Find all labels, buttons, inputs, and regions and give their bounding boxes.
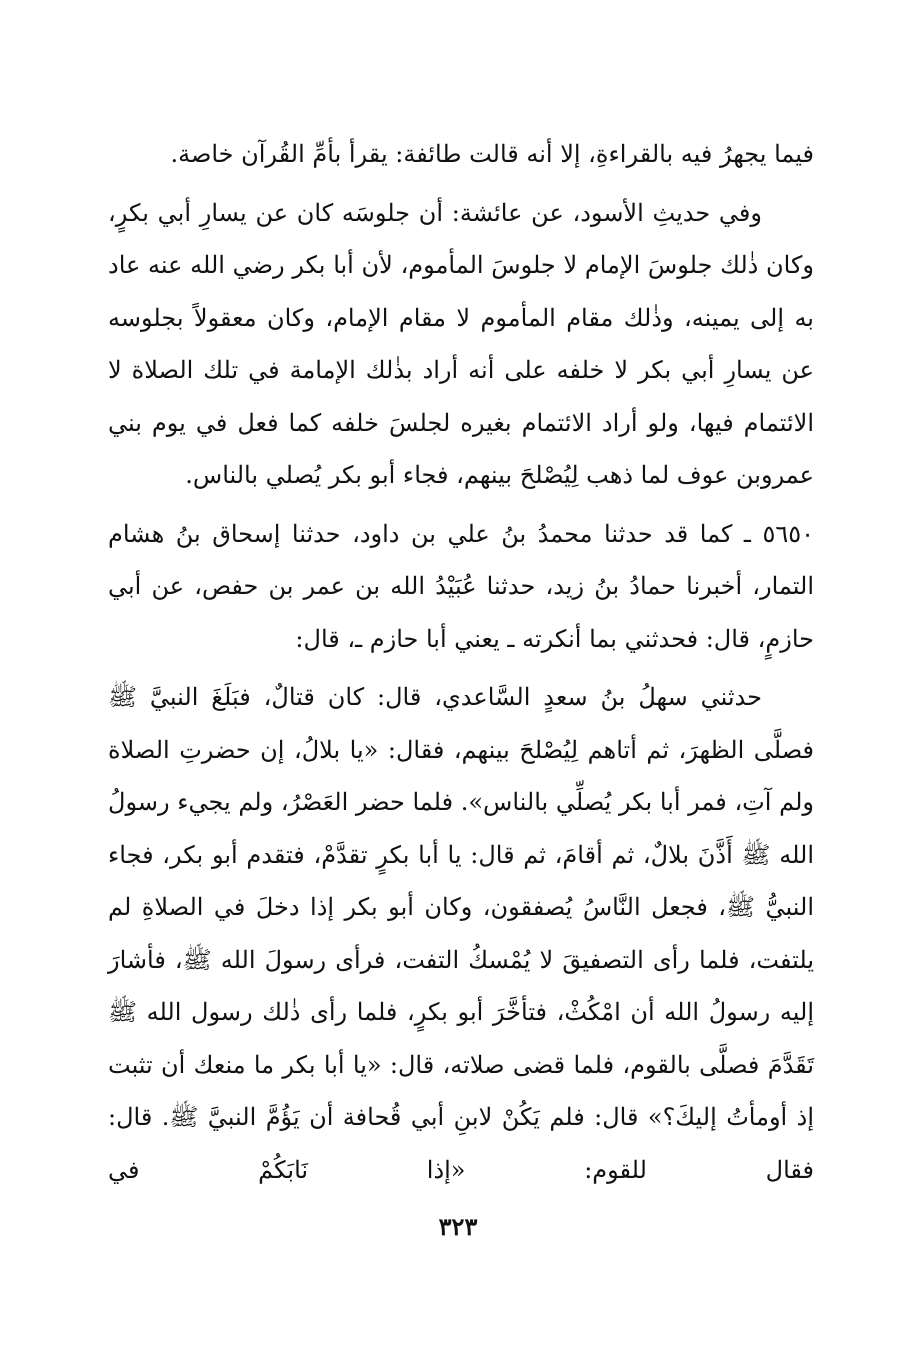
paragraph-aisha-hadith: وفي حديثِ الأسود، عن عائشة: أن جلوسَه كان عن يسارِ أبي بكرٍ، وكان ذٰلك جلوسَ الإمام لا جلوسَ المأموم، لأن أبا بكر رضي الله عنه عاد به إلى يمينه، وذٰلك مقام المأموم لا مقام الإمام، وكان معقولاً بجلوسه عن يسارِ أبي بكر لا خلفه على أنه أراد بذٰلك الإمامة في تلك الصلاة لا الائتمام فيها، ولو أراد الائتمام بغيره لجلسَ خلفه كما فعل في يوم بني عمروبن عوف لما ذهب لِيُصْلحَ بينهم، فجاء أبو بكر يُصلي بالناس. <box>108 198 814 489</box>
paragraph-continuation: فيما يجهرُ فيه بالقراءةِ، إلا أنه قالت طائفة: يقرأ بأمِّ القُرآن خاصة. <box>170 140 814 168</box>
paragraph-hadith-5650-isnad: ٥٦٥٠ ـ كما قد حدثنا محمدُ بنُ علي بن داود، حدثنا إسحاق بنُ هشام التمار، أخبرنا حمادُ بنُ زيد، حدثنا عُبَيْدُ الله بن عمر بن حفص، عن أبي حازمٍ، قال: فحدثني بما أنكرته ـ يعني أبا حازم ـ، قال: <box>108 519 814 653</box>
paragraph-sahl-hadith: حدثني سهلُ بنُ سعدٍ السَّاعدي، قال: كان قتالٌ، فبَلَغَ النبيَّ ﷺ فصلَّى الظهرَ، ثم أتاهم لِيُصْلحَ بينهم، فقال: «يا بلالُ، إن حضرتِ الصلاة ولم آتِ، فمر أبا بكر يُصلِّي بالناس». فلما حضر العَصْرُ، ولم يجيء رسولُ الله ﷺ أَذَّنَ بلالٌ، ثم أقامَ، ثم قال: يا أبا بكرٍ تقدَّمْ، فتقدم أبو بكر، فجاء النبيُّ ﷺ، فجعل النَّاسُ يُصفقون، وكان أبو بكر إذا دخلَ في الصلاةِ لم يلتفت، فلما رأى التصفيقَ لا يُمْسكُ التفت، فرأى رسولَ الله ﷺ، فأشارَ إليه رسولُ الله أن امْكُثْ، فتأخَّرَ أبو بكرٍ، فلما رأى ذٰلك رسول الله ﷺ تَقَدَّمَ فصلَّى بالقوم، فلما قضى صلاته، قال: «يا أبا بكر ما منعك أن تثبت إذ أومأتُ إليكَ؟» قال: فلم يَكُنْ لابنِ أبي قُحافة أن يَؤُمَّ النبيَّ ﷺ. قال: فقال للقوم: «إذا نَابَكُمْ في <box>108 683 815 1184</box>
body-text <box>108 128 814 1196</box>
page-number: ٣٢٣ <box>438 1212 478 1241</box>
